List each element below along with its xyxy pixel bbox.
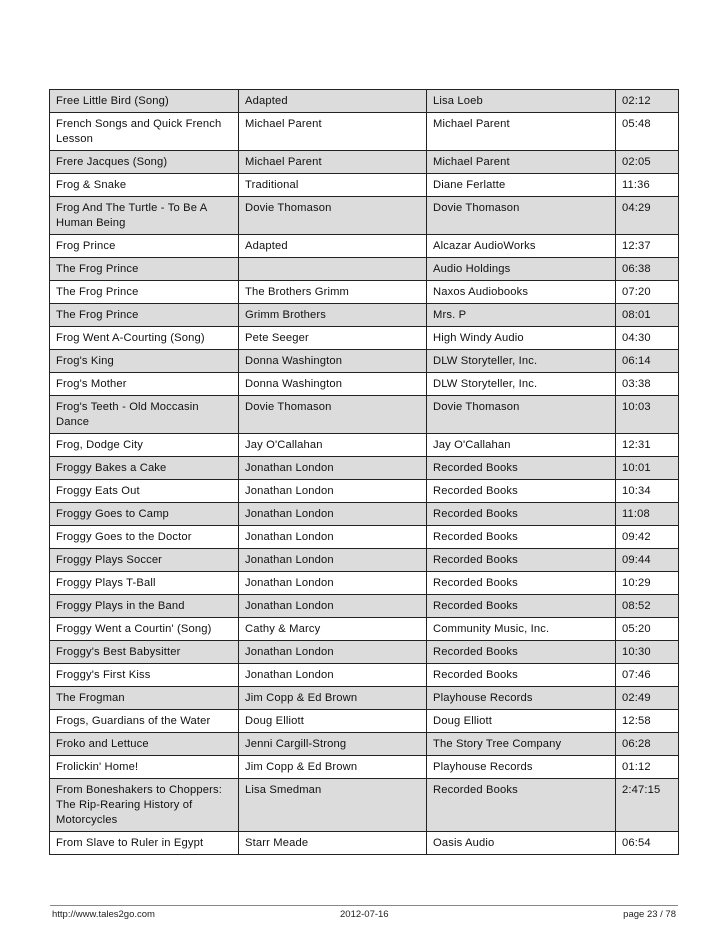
cell-publisher: Recorded Books — [427, 641, 616, 664]
cell-title: Frog's King — [50, 350, 239, 373]
cell-title: Frog, Dodge City — [50, 434, 239, 457]
cell-title: Froggy Plays in the Band — [50, 595, 239, 618]
cell-author: Cathy & Marcy — [239, 618, 427, 641]
table-row — [50, 687, 679, 710]
cell-duration: 10:29 — [616, 572, 679, 595]
cell-publisher: Doug Elliott — [427, 710, 616, 733]
cell-title: Frog Prince — [50, 235, 239, 258]
cell-publisher: Playhouse Records — [427, 756, 616, 779]
cell-publisher: Recorded Books — [427, 664, 616, 687]
cell-duration: 10:03 — [616, 396, 679, 434]
cell-title: Frog And The Turtle - To Be A Human Being — [50, 197, 239, 235]
cell-duration: 06:54 — [616, 832, 679, 855]
cell-author: Jonathan London — [239, 503, 427, 526]
cell-duration: 02:49 — [616, 687, 679, 710]
cell-duration: 07:20 — [616, 281, 679, 304]
table-row — [50, 235, 679, 258]
table-row — [50, 434, 679, 457]
table-row — [50, 733, 679, 756]
catalog-table-container — [49, 89, 678, 855]
cell-publisher: The Story Tree Company — [427, 733, 616, 756]
table-row — [50, 664, 679, 687]
cell-publisher: Diane Ferlatte — [427, 174, 616, 197]
cell-title: Frogs, Guardians of the Water — [50, 710, 239, 733]
cell-publisher: Mrs. P — [427, 304, 616, 327]
cell-title: The Frog Prince — [50, 304, 239, 327]
cell-author: Michael Parent — [239, 151, 427, 174]
cell-publisher: Jay O'Callahan — [427, 434, 616, 457]
cell-author: Adapted — [239, 90, 427, 113]
cell-author: Dovie Thomason — [239, 197, 427, 235]
cell-duration: 11:08 — [616, 503, 679, 526]
cell-title: Froggy Goes to Camp — [50, 503, 239, 526]
table-row — [50, 549, 679, 572]
cell-title: French Songs and Quick French Lesson — [50, 113, 239, 151]
table-row — [50, 618, 679, 641]
cell-duration: 09:44 — [616, 549, 679, 572]
table-row — [50, 710, 679, 733]
cell-publisher: High Windy Audio — [427, 327, 616, 350]
cell-author: Donna Washington — [239, 350, 427, 373]
cell-duration: 06:14 — [616, 350, 679, 373]
cell-author: Lisa Smedman — [239, 779, 427, 832]
cell-publisher: Recorded Books — [427, 457, 616, 480]
cell-publisher: DLW Storyteller, Inc. — [427, 373, 616, 396]
cell-author: Jonathan London — [239, 641, 427, 664]
cell-duration: 01:12 — [616, 756, 679, 779]
cell-author: Adapted — [239, 235, 427, 258]
table-row — [50, 258, 679, 281]
table-row — [50, 151, 679, 174]
cell-duration: 02:05 — [616, 151, 679, 174]
cell-publisher: Recorded Books — [427, 480, 616, 503]
cell-title: Froggy Plays T-Ball — [50, 572, 239, 595]
cell-author: Jim Copp & Ed Brown — [239, 687, 427, 710]
cell-author: Jonathan London — [239, 549, 427, 572]
cell-title: Frog's Mother — [50, 373, 239, 396]
cell-duration: 2:47:15 — [616, 779, 679, 832]
table-row — [50, 595, 679, 618]
cell-title: Froggy's First Kiss — [50, 664, 239, 687]
cell-duration: 10:01 — [616, 457, 679, 480]
cell-duration: 05:20 — [616, 618, 679, 641]
cell-author: Jonathan London — [239, 664, 427, 687]
cell-duration: 03:38 — [616, 373, 679, 396]
catalog-table — [49, 89, 679, 855]
cell-publisher: Michael Parent — [427, 151, 616, 174]
cell-publisher: Recorded Books — [427, 503, 616, 526]
cell-author: Traditional — [239, 174, 427, 197]
cell-publisher: DLW Storyteller, Inc. — [427, 350, 616, 373]
cell-duration: 11:36 — [616, 174, 679, 197]
cell-publisher: Lisa Loeb — [427, 90, 616, 113]
table-row — [50, 832, 679, 855]
cell-publisher: Oasis Audio — [427, 832, 616, 855]
cell-author: Dovie Thomason — [239, 396, 427, 434]
cell-title: From Slave to Ruler in Egypt — [50, 832, 239, 855]
cell-title: The Frogman — [50, 687, 239, 710]
footer-date: 2012-07-16 — [340, 909, 389, 920]
cell-publisher: Naxos Audiobooks — [427, 281, 616, 304]
cell-duration: 08:52 — [616, 595, 679, 618]
cell-duration: 12:31 — [616, 434, 679, 457]
cell-duration: 06:38 — [616, 258, 679, 281]
cell-author: Jonathan London — [239, 595, 427, 618]
cell-duration: 10:34 — [616, 480, 679, 503]
cell-duration: 02:12 — [616, 90, 679, 113]
table-row — [50, 281, 679, 304]
cell-duration: 09:42 — [616, 526, 679, 549]
cell-duration: 05:48 — [616, 113, 679, 151]
cell-title: Froggy Bakes a Cake — [50, 457, 239, 480]
table-row — [50, 779, 679, 832]
cell-author: Jonathan London — [239, 526, 427, 549]
cell-title: Froko and Lettuce — [50, 733, 239, 756]
cell-author — [239, 258, 427, 281]
cell-publisher: Playhouse Records — [427, 687, 616, 710]
cell-author: Doug Elliott — [239, 710, 427, 733]
cell-duration: 12:58 — [616, 710, 679, 733]
table-row — [50, 350, 679, 373]
cell-publisher: Audio Holdings — [427, 258, 616, 281]
cell-title: Froggy Plays Soccer — [50, 549, 239, 572]
table-row — [50, 641, 679, 664]
cell-title: Free Little Bird (Song) — [50, 90, 239, 113]
table-row — [50, 503, 679, 526]
cell-duration: 12:37 — [616, 235, 679, 258]
footer-url-link[interactable]: http://www.tales2go.com — [52, 909, 155, 920]
table-row — [50, 90, 679, 113]
cell-title: Frere Jacques (Song) — [50, 151, 239, 174]
cell-title: Frog Went A-Courting (Song) — [50, 327, 239, 350]
table-row — [50, 480, 679, 503]
cell-author: Jonathan London — [239, 572, 427, 595]
cell-title: The Frog Prince — [50, 281, 239, 304]
table-row — [50, 457, 679, 480]
cell-duration: 10:30 — [616, 641, 679, 664]
cell-publisher: Alcazar AudioWorks — [427, 235, 616, 258]
table-row — [50, 113, 679, 151]
cell-duration: 06:28 — [616, 733, 679, 756]
cell-publisher: Recorded Books — [427, 572, 616, 595]
cell-duration: 08:01 — [616, 304, 679, 327]
cell-author: Jim Copp & Ed Brown — [239, 756, 427, 779]
cell-title: Frolickin' Home! — [50, 756, 239, 779]
cell-author: Jonathan London — [239, 457, 427, 480]
table-row — [50, 327, 679, 350]
cell-publisher: Community Music, Inc. — [427, 618, 616, 641]
table-row — [50, 197, 679, 235]
cell-author: Michael Parent — [239, 113, 427, 151]
cell-author: Jenni Cargill-Strong — [239, 733, 427, 756]
cell-title: Froggy's Best Babysitter — [50, 641, 239, 664]
cell-author: Grimm Brothers — [239, 304, 427, 327]
cell-title: Frog & Snake — [50, 174, 239, 197]
table-row — [50, 572, 679, 595]
cell-publisher: Recorded Books — [427, 595, 616, 618]
cell-publisher: Dovie Thomason — [427, 197, 616, 235]
cell-publisher: Dovie Thomason — [427, 396, 616, 434]
table-row — [50, 373, 679, 396]
cell-publisher: Recorded Books — [427, 779, 616, 832]
cell-publisher: Recorded Books — [427, 526, 616, 549]
cell-author: Starr Meade — [239, 832, 427, 855]
cell-title: Frog's Teeth - Old Moccasin Dance — [50, 396, 239, 434]
cell-publisher: Michael Parent — [427, 113, 616, 151]
table-row — [50, 526, 679, 549]
cell-author: The Brothers Grimm — [239, 281, 427, 304]
cell-author: Jay O'Callahan — [239, 434, 427, 457]
cell-author: Donna Washington — [239, 373, 427, 396]
cell-title: The Frog Prince — [50, 258, 239, 281]
cell-publisher: Recorded Books — [427, 549, 616, 572]
footer-page-number: page 23 / 78 — [623, 909, 676, 920]
cell-title: Froggy Went a Courtin' (Song) — [50, 618, 239, 641]
table-row — [50, 756, 679, 779]
cell-duration: 04:29 — [616, 197, 679, 235]
table-row — [50, 174, 679, 197]
cell-duration: 04:30 — [616, 327, 679, 350]
cell-title: From Boneshakers to Choppers: The Rip-Rearing History of Motorcycles — [50, 779, 239, 832]
cell-author: Jonathan London — [239, 480, 427, 503]
cell-author: Pete Seeger — [239, 327, 427, 350]
footer-divider — [50, 905, 678, 906]
table-row — [50, 304, 679, 327]
cell-title: Froggy Eats Out — [50, 480, 239, 503]
cell-title: Froggy Goes to the Doctor — [50, 526, 239, 549]
cell-duration: 07:46 — [616, 664, 679, 687]
catalog-table-body — [50, 90, 679, 855]
table-row — [50, 396, 679, 434]
